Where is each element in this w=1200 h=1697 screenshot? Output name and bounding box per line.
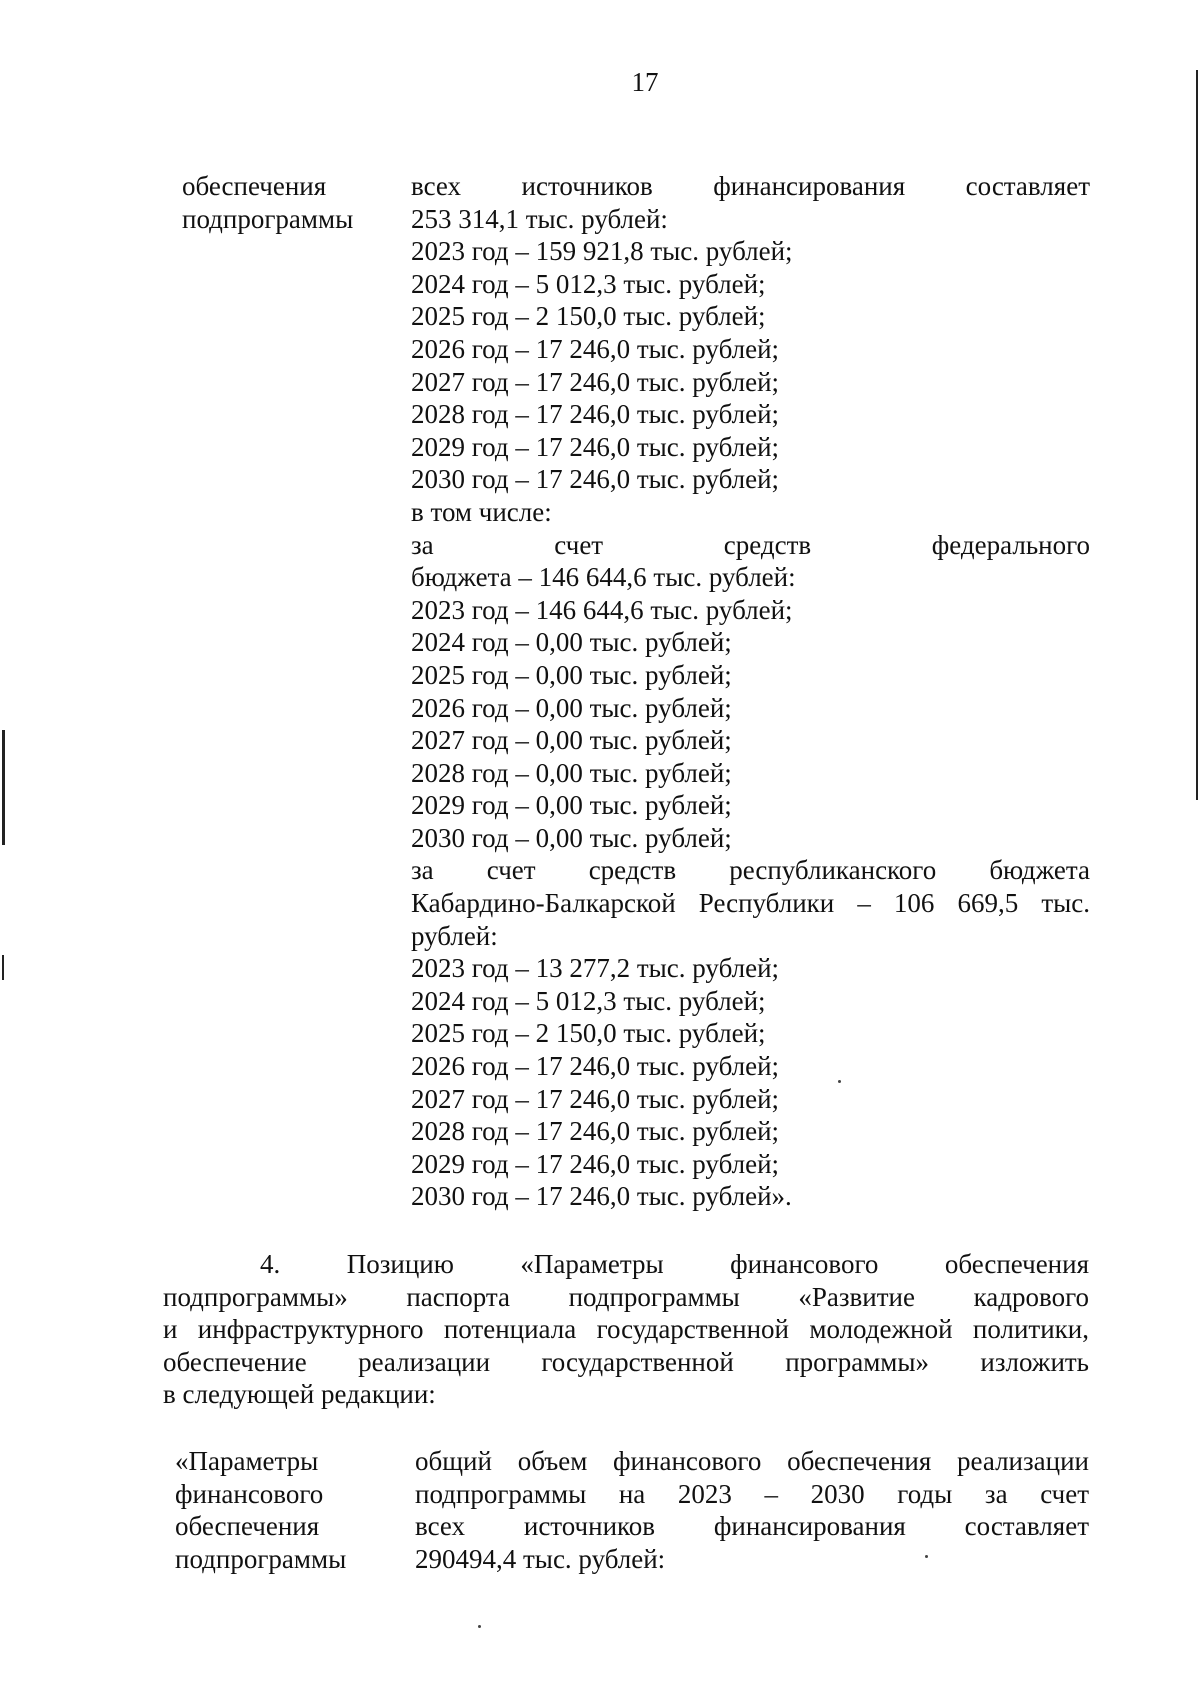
text-line: подпрограммы на 2023 – 2030 годы за счет [415, 1478, 1089, 1509]
year-line: 2030 год – 0,00 тыс. рублей; [411, 822, 732, 853]
year-line: 2026 год – 17 246,0 тыс. рублей; [411, 333, 780, 364]
paragraph-4 [163, 1248, 1089, 1411]
text-line: 290494,4 тыс. рублей: [415, 1543, 666, 1574]
text-line: 253 314,1 тыс. рублей: [411, 203, 668, 234]
year-line: 2027 год – 17 246,0 тыс. рублей; [411, 366, 780, 397]
year-line: 2028 год – 17 246,0 тыс. рублей; [411, 1116, 780, 1147]
scan-speck [478, 1625, 481, 1628]
text-line: за счет средств федерального [411, 529, 1090, 560]
paragraph-line: 4. Позицию «Параметры финансового обеспечения [260, 1249, 1089, 1279]
year-line: 2023 год – 13 277,2 тыс. рублей; [411, 953, 780, 984]
table-right-column [415, 1445, 1089, 1575]
year-line: 2028 год – 0,00 тыс. рублей; [411, 757, 732, 788]
scan-speck [925, 1555, 928, 1558]
left-line: финансового [175, 1478, 324, 1509]
text-line: всех источников финансирования составляет [411, 171, 1090, 201]
year-line: 2028 год – 17 246,0 тыс. рублей; [411, 399, 780, 430]
paragraph-line: обеспечение реализации государственной программы» изложить [163, 1346, 1089, 1377]
year-line: 2024 год – 5 012,3 тыс. рублей; [411, 268, 766, 299]
year-line: 2025 год – 0,00 тыс. рублей; [411, 659, 732, 690]
financing-table-continued [182, 170, 1090, 1213]
year-line: 2025 год – 2 150,0 тыс. рублей; [411, 301, 766, 332]
left-line: обеспечения [175, 1511, 320, 1542]
text-line: в том числе: [411, 496, 552, 527]
year-line: 2023 год – 159 921,8 тыс. рублей; [411, 236, 793, 267]
scan-edge-mark [2, 955, 4, 980]
left-line: подпрограммы [175, 1543, 347, 1574]
year-line: 2026 год – 17 246,0 тыс. рублей; [411, 1051, 780, 1082]
text-line: за счет средств республиканского бюджета [411, 855, 1090, 886]
table-left-column [175, 1445, 415, 1575]
paragraph-line: и инфраструктурного потенциала государственной молодежной политики, [163, 1314, 1089, 1345]
year-line: 2023 год – 146 644,6 тыс. рублей; [411, 594, 793, 625]
text-line: бюджета – 146 644,6 тыс. рублей: [411, 562, 796, 593]
year-line: 2029 год – 0,00 тыс. рублей; [411, 790, 732, 821]
paragraph-line: подпрограммы» паспорта подпрограммы «Развитие кадрового [163, 1281, 1089, 1312]
page-number: 17 [631, 67, 659, 97]
year-line: 2024 год – 0,00 тыс. рублей; [411, 627, 732, 658]
left-line: обеспечения [182, 171, 327, 201]
year-line: 2029 год – 17 246,0 тыс. рублей; [411, 431, 780, 462]
left-line: «Параметры [175, 1446, 319, 1476]
table-left-column [182, 170, 411, 1213]
financing-table-new [175, 1445, 1089, 1575]
paragraph-line: в следующей редакции: [163, 1379, 436, 1410]
text-line: Кабардино-Балкарской Республики – 106 669,5 тыс. [411, 888, 1090, 919]
year-line: 2030 год – 17 246,0 тыс. рублей». [411, 1181, 792, 1212]
year-line: 2026 год – 0,00 тыс. рублей; [411, 692, 732, 723]
text-line: общий объем финансового обеспечения реализации [415, 1446, 1089, 1476]
year-line: 2029 год – 17 246,0 тыс. рублей; [411, 1148, 780, 1179]
scan-edge-mark [2, 730, 5, 845]
year-line: 2027 год – 17 246,0 тыс. рублей; [411, 1083, 780, 1114]
table-right-column [411, 170, 1090, 1213]
year-line: 2025 год – 2 150,0 тыс. рублей; [411, 1018, 766, 1049]
text-line: рублей: [411, 920, 498, 951]
year-line: 2024 год – 5 012,3 тыс. рублей; [411, 985, 766, 1016]
text-line: всех источников финансирования составляет [415, 1511, 1089, 1542]
scan-speck [838, 1080, 841, 1083]
year-line: 2027 год – 0,00 тыс. рублей; [411, 725, 732, 756]
left-line: подпрограммы [182, 203, 354, 234]
scan-edge-mark [1196, 70, 1198, 800]
year-line: 2030 год – 17 246,0 тыс. рублей; [411, 464, 780, 495]
